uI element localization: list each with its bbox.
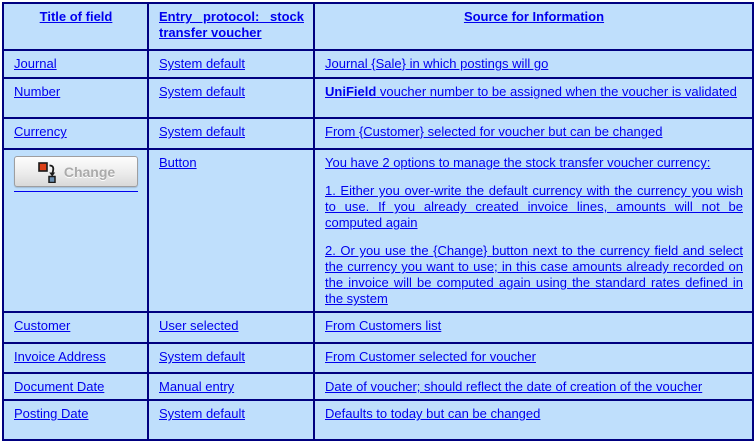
source-cell (314, 50, 753, 78)
protocol-value: System default (159, 124, 245, 139)
protocol-value: Button (159, 155, 197, 170)
source-cell (314, 373, 753, 400)
table-row (3, 343, 753, 373)
header-cell-entry-protocol (148, 3, 314, 50)
entry-protocol-cell (148, 50, 314, 78)
change-button-link[interactable] (14, 155, 138, 192)
protocol-value: Manual entry (159, 379, 235, 394)
table-row (3, 50, 753, 78)
field-title-posting-date: Posting Date (14, 406, 89, 421)
table-header-row (3, 3, 753, 50)
table-row (3, 78, 753, 118)
table-row (3, 373, 753, 400)
field-title-cell (3, 400, 148, 440)
table-row (3, 149, 753, 312)
source-cell (314, 343, 753, 373)
entry-protocol-cell (148, 149, 314, 312)
source-text: voucher number to be assigned when the voucher is validated (376, 84, 737, 99)
protocol-value: System default (159, 56, 245, 71)
source-cell (314, 312, 753, 343)
header-cell-title-of-field (3, 3, 148, 50)
field-title-customer: Customer (14, 318, 71, 333)
header-source-label: Source for Information (463, 9, 605, 24)
field-title-journal: Journal (14, 56, 57, 71)
field-title-number: Number (14, 84, 61, 99)
source-text: You have 2 options to manage the stock transfer voucher currency: (325, 155, 711, 170)
source-text: From Customers list (325, 318, 442, 333)
field-title-currency: Currency (14, 124, 67, 139)
source-cell (314, 149, 753, 312)
table-row (3, 312, 753, 343)
header-title-of-field-label: Title of field (39, 9, 113, 24)
source-cell (314, 400, 753, 440)
swap-squares-icon (37, 161, 57, 183)
entry-protocol-cell (148, 78, 314, 118)
protocol-value: System default (159, 349, 245, 364)
entry-protocol-cell (148, 118, 314, 149)
field-title-document-date: Document Date (14, 379, 105, 394)
header-entry-protocol-label: Entry protocol: stock transfer voucher (159, 9, 304, 40)
field-title-cell (3, 312, 148, 343)
field-title-cell (3, 118, 148, 149)
entry-protocol-cell (148, 312, 314, 343)
field-title-cell (3, 373, 148, 400)
table-row (3, 400, 753, 440)
source-text: 1. Either you over-write the default currency with the currency you wish to use. If you already created invoice lines, amounts will not be computed again (325, 183, 743, 230)
field-title-cell (3, 343, 148, 373)
header-cell-source (314, 3, 753, 50)
source-text: Defaults to today but can be changed (325, 406, 541, 421)
protocol-value: User selected (159, 318, 239, 333)
source-cell (314, 78, 753, 118)
source-text: Date of voucher; should reflect the date of creation of the voucher (325, 379, 703, 394)
protocol-value: System default (159, 84, 245, 99)
entry-protocol-cell (148, 400, 314, 440)
change-button-label: Change (63, 163, 116, 180)
source-text: Journal {Sale} in which postings will go (325, 56, 549, 71)
protocol-value: System default (159, 406, 245, 421)
source-text: From Customer selected for voucher (325, 349, 536, 364)
entry-protocol-cell (148, 373, 314, 400)
table-row (3, 118, 753, 149)
source-paragraph (325, 155, 743, 171)
source-text-bold: UniField (325, 84, 377, 99)
source-paragraph (325, 243, 743, 307)
change-button-cell (3, 149, 148, 312)
source-text: From {Customer} selected for voucher but can be changed (325, 124, 663, 139)
field-definition-table (2, 2, 754, 441)
source-cell (314, 118, 753, 149)
change-button[interactable] (14, 156, 138, 187)
field-title-cell (3, 50, 148, 78)
source-text: 2. Or you use the {Change} button next to the currency field and select the currency you want to use; in this case amounts already recorded on the invoice will be computed again using the standard rates defined in the system (325, 243, 743, 306)
source-paragraph (325, 183, 743, 231)
entry-protocol-cell (148, 343, 314, 373)
field-title-invoice-address: Invoice Address (14, 349, 106, 364)
field-title-cell (3, 78, 148, 118)
